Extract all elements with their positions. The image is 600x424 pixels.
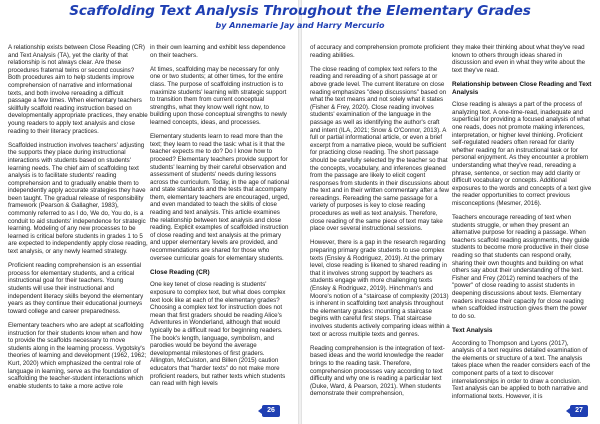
paragraph: Scaffolded instruction involves teachers' adjusting the supports they place during instructional interactions with students based on students' learning needs. The chief aim of scaffolding text analysis is to facilitate students' reading comprehension and to gradually enable them to independently apply accurate strategies they have been taught. The gradual release of responsibility framework (Pearson & Gallagher, 1983), commonly referred to as I do, We do, You do, is a conduit to aid students' independence for strategic learning. Modeling of any new processes to be learned is critical before students in grades 1 to 5 are expected to independently apply close reading, text analysis, or any newly learned strategy. bbox=[8, 141, 148, 256]
paragraph: Teachers encourage rereading of text when students struggle, or when they present an alternative purpose for reading a passage. When teachers scaffold reading assignments, they guide students to become more productive in their close reading so that students can respond orally, sharing their own thoughts and building on what others say about their understanding of the text. Fisher and Frey (2012) remind teachers of the "power" of close reading to assist students in deepening discussions about texts. Elementary readers increase their capacity for close reading when scaffolded instruction gives them the power to do so. bbox=[452, 214, 590, 320]
paragraph: in their own learning and exhibit less dependence on their teachers. bbox=[150, 44, 286, 59]
paragraph: At times, scaffolding may be necessary for only one or two students; at other times, for the entire class. The purpose of scaffolding instruction is to maximize students' learning with strategic support to transition them from current conceptual strengths, what they know well right now, to building upon those conceptual strengths to newly learned concepts, ideas, and processes. bbox=[150, 65, 287, 126]
left-page-column-1 bbox=[8, 44, 148, 394]
section-heading-close-reading: Close Reading (CR) bbox=[150, 268, 210, 276]
paragraph: they make their thinking about what they've read known to others through ideas shared in discussion and even in what they write about the text they've read. bbox=[452, 44, 586, 74]
page-number-left: 26 bbox=[262, 405, 280, 417]
paragraph: Elementary students learn to read more than the text; they learn to read the task: what is it that the teacher expects me to do? Do I know how to proceed? Elementary teachers provide support for students' learning by their careful observation and assessment of students' needs during lessons across the curriculum. Today, in the age of national and state standards and the tests that accompany them, elementary teachers are encouraged, urged, and even mandated to teach the skills of close reading and text analysis. This article examines the relationship between text analysis and close reading. Explicit examples of scaffolded instruction of close reading and text analysis at the primary and upper elementary levels are provided, and recommendations are shared for those who oversee curricular goals for elementary students. bbox=[150, 133, 290, 262]
paragraph: of accuracy and comprehension promote proficient reading abilities. bbox=[310, 44, 449, 59]
paragraph: One key tenet of close reading is students' exposure to complex text, but what does complex text look like at each of the elementary grades? Choosing a complex text for instruction does not mean that first graders should be reading Alice's Adventures in Wonderland, although that would typically be a difficult read for beginning readers. The book's length, language, symbolism, and parodies would be beyond the average developmental milestones of first graders. Allington, McCuiston, and Billen (2015) caution educators that "harder texts" do not make more proficient readers, but rather texts which students can read with high levels bbox=[150, 281, 286, 388]
section-heading-text-analysis: Text Analysis bbox=[452, 326, 493, 334]
article-byline: by Annemarie Jay and Harry Mercurio bbox=[215, 21, 385, 30]
right-page-column-2 bbox=[452, 0, 592, 400]
paragraph: Elementary teachers who are adept at scaffolding instruction for their students know when and how to provide the scaffolds necessary to move students along in the learning process. Vygotsky's theories of learning and development (1962, 1962; Kurt, 2020) which emphasized the central role of language in learning, serve as the foundation of scaffolding the teacher-student interactions which enable students to take a more active role bbox=[8, 321, 147, 390]
right-page-column-1 bbox=[310, 0, 450, 398]
paragraph: Proficient reading comprehension is an essential process for elementary students, and a critical instructional goal for their teachers. Young students will use their instructional and independent literacy skills beyond the elementary years as they continue their educational journeys toward college and career preparedness. bbox=[8, 262, 144, 315]
page-gutter bbox=[298, 0, 302, 424]
paragraph: The close reading of complex text refers to the reading and rereading of a short passage at or above grade level. The current literature on close reading emphasizes "deep discussions" based on what the text means and not solely what it states (Fisher & Frey, 2020). Close reading involves students' examination of the language in the passage as well as identifying the author's craft and intent (ILA, 2021; Snow & O'Connor, 2013). A full or partial informational article, or even a brief excerpt from a narrative piece, would be sufficient for practicing close reading. The short passage should be carefully selected by the teacher so that the concepts, vocabulary, and inferences gleaned from the passage are likely to elicit cogent responses from students in their discussions about the text and in their written commentary after a few rereadings. Rereading the same passage for a variety of purposes is key to close reading procedures as well as text analysis. Therefore, close reading of the same piece of text may take place over several instructional sessions. bbox=[310, 65, 449, 233]
left-page-column-2 bbox=[150, 0, 290, 394]
article-title: Scaffolding Text Analysis Throughout the Elementary Grades bbox=[69, 3, 531, 19]
paragraph: According to Thompson and Lyons (2017), analysis of a text requires detailed examination of the elements or structure of a text. The analysis takes place when the reader considers each of the component parts of a text to discover interrelationships in order to draw a conclusion. Text analysis can be applied to both narrative and informational texts. However, it is bbox=[452, 339, 591, 400]
paragraph: A relationship exists between Close Reading (CR) and Text Analysis (TA), yet the clarity of that relationship is not always clear. Are these procedures fraternal twins or second cousins? Both procedures aim to help students improve comprehension of narrative and informational texts, and both involve rereading a difficult passage a few times. When elementary teachers skillfully scaffold reading instruction based on developmentally appropriate practices, they enable young readers to apply text analysis and close reading to their literacy practices. bbox=[8, 44, 148, 135]
paragraph: Close reading is always a part of the process of analyzing text. A one-time-read, inadequate and superficial for providing a focused analysis of what one reads, does not promote making inferences, interpretation, or higher level thinking. Proficient self-regulated readers often reread for clarity whether reading for an instructional task or for personal enjoyment. As they encounter a problem understanding what they've read, rereading a phrase, sentence, or section may add clarity or difficult vocabulary or concepts. Additional exposures to the words and concepts of a text give the reader opportunities to correct previous misconceptions (Mesmer, 2016). bbox=[452, 101, 592, 207]
paragraph: However, there is a gap in the research regarding preparing primary grade students to use complex texts (Ensley & Rodriguez, 2019). At the primary level, close reading is likened to shared reading in that it involves strong support by teachers as students engage with more challenging texts (Ensley & Rodriguez, 2019). Hinchman's and Moore's notion of a "staircase of complexity (2013) is inherent in scaffolding text analysis throughout the elementary grades: mounting a staircase begins with careful first steps. That staircase involves students actively comparing ideas within a text or across multiple texts and genres. bbox=[310, 239, 450, 338]
page-number-right: 27 bbox=[570, 405, 588, 417]
section-heading-relationship: Relationship between Close Reading and Text Analysis bbox=[452, 80, 592, 96]
paragraph: Reading comprehension is the integration of text-based ideas and the world knowledge the reader brings to the reading task. Therefore, comprehension processes vary according to text difficulty and why one is reading a particular text (Duke, Ward, & Pearson, 2021). When students demonstrate their comprehension, bbox=[310, 344, 445, 398]
